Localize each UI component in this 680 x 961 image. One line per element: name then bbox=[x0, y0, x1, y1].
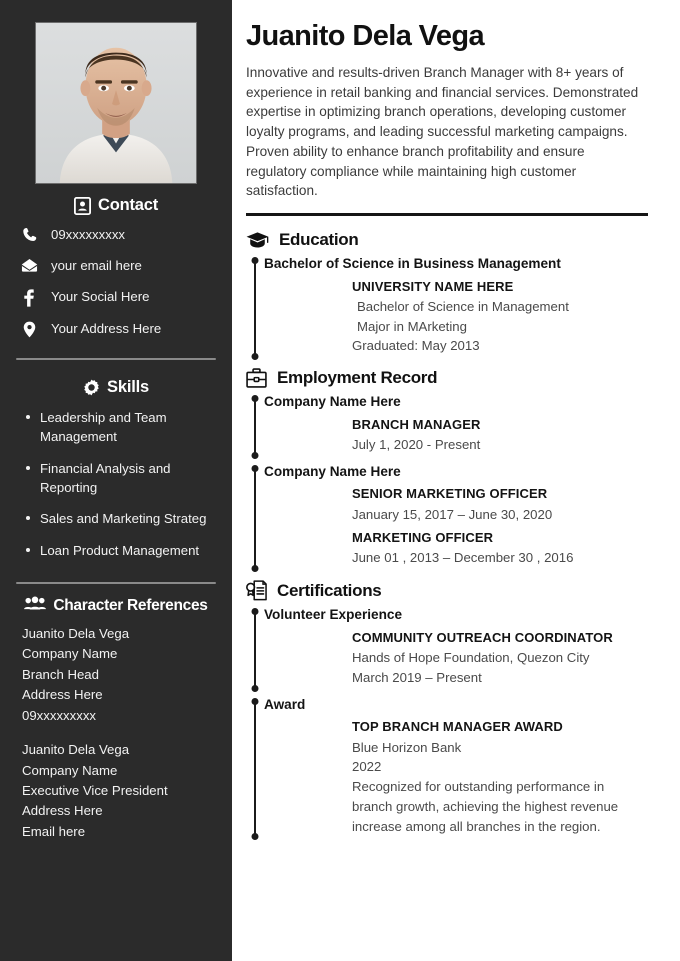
timeline-dot-top bbox=[252, 698, 259, 705]
employment-detail bbox=[264, 415, 648, 455]
phone-icon bbox=[20, 225, 38, 242]
graduation-cap-icon bbox=[246, 231, 269, 249]
award-detail bbox=[264, 717, 648, 836]
skill-item: Loan Product Management bbox=[24, 542, 214, 561]
timeline-rail bbox=[246, 463, 264, 575]
education-body bbox=[264, 255, 648, 362]
certification-line-1: Hands of Hope Foundation, Quezon City bbox=[352, 650, 590, 666]
reference-contact: Email here bbox=[22, 823, 86, 839]
reference-company: Company Name bbox=[22, 762, 118, 778]
page-title: Juanito Dela Vega bbox=[246, 20, 484, 52]
award-body bbox=[264, 696, 648, 843]
certificate-icon bbox=[246, 580, 267, 601]
certification-detail bbox=[264, 628, 648, 688]
timeline-line bbox=[254, 701, 256, 838]
skills-list bbox=[14, 407, 218, 573]
map-pin-icon bbox=[20, 319, 38, 338]
timeline-rail bbox=[246, 393, 264, 461]
header-rule bbox=[246, 213, 648, 216]
employment-body bbox=[264, 463, 648, 575]
timeline-dot-bottom bbox=[252, 685, 259, 692]
education-entry bbox=[246, 255, 648, 362]
award-description: Recognized for outstanding performance in branch growth, achieving the highest revenue increase among all branches in the region. bbox=[352, 779, 619, 834]
timeline-dot-bottom bbox=[252, 353, 259, 360]
certification-label: Volunteer Experience bbox=[264, 607, 403, 623]
section-heading-label: Employment Record bbox=[277, 368, 438, 388]
timeline-dot-bottom bbox=[252, 452, 259, 459]
reference-position: Executive Vice President bbox=[22, 783, 168, 798]
timeline-rail bbox=[246, 255, 264, 362]
reference-entry bbox=[14, 624, 218, 726]
award-entry bbox=[246, 696, 648, 843]
reference-address: Address Here bbox=[22, 803, 103, 819]
employment-role-dates: July 1, 2020 - Present bbox=[352, 436, 481, 452]
employment-company: Company Name Here bbox=[264, 394, 401, 410]
contact-phone-value: 09xxxxxxxxx bbox=[51, 227, 126, 242]
section-heading-certifications bbox=[246, 580, 648, 601]
education-degree: Bachelor of Science in Business Management bbox=[264, 255, 561, 271]
employment-company: Company Name Here bbox=[264, 463, 401, 479]
employment-entry bbox=[246, 393, 648, 461]
timeline-rail bbox=[246, 696, 264, 843]
timeline-rail bbox=[246, 606, 264, 693]
contact-item-address[interactable] bbox=[20, 319, 216, 338]
envelope-icon bbox=[20, 256, 38, 272]
contact-item-email[interactable] bbox=[20, 256, 216, 275]
award-organization: Blue Horizon Bank bbox=[352, 739, 462, 755]
contact-social-value: Your Social Here bbox=[51, 289, 150, 305]
certification-line-2: March 2019 – Present bbox=[352, 669, 482, 685]
reference-position: Branch Head bbox=[22, 666, 99, 682]
reference-address: Address Here bbox=[22, 687, 103, 703]
education-graduated: Graduated: May 2013 bbox=[352, 338, 480, 354]
employment-role-dates: January 15, 2017 – June 30, 2020 bbox=[352, 506, 553, 522]
contact-heading bbox=[14, 196, 218, 215]
skill-item: Leadership and Team Management bbox=[24, 409, 214, 446]
section-heading-education bbox=[246, 230, 648, 250]
certification-body bbox=[264, 606, 648, 693]
timeline-dot-bottom bbox=[252, 833, 259, 840]
timeline-dot-top bbox=[252, 465, 259, 472]
certification-title: COMMUNITY OUTREACH COORDINATOR bbox=[352, 629, 613, 645]
award-title: TOP BRANCH MANAGER AWARD bbox=[352, 719, 563, 735]
education-line-2: Major in MArketing bbox=[357, 318, 467, 334]
timeline-line bbox=[254, 611, 256, 688]
sidebar-divider-1 bbox=[16, 358, 216, 360]
sidebar bbox=[0, 0, 232, 961]
section-heading-employment bbox=[246, 368, 648, 388]
skill-item: Financial Analysis and Reporting bbox=[24, 460, 214, 497]
employment-role-dates: June 01 , 2013 – December 30 , 2016 bbox=[352, 550, 574, 566]
references-heading-label: Character References bbox=[53, 596, 208, 614]
contact-item-social[interactable] bbox=[20, 287, 216, 307]
skills-heading-label: Skills bbox=[107, 378, 149, 397]
facebook-icon bbox=[20, 287, 38, 307]
award-label: Award bbox=[264, 696, 306, 712]
employment-role-title: MARKETING OFFICER bbox=[352, 530, 494, 546]
section-heading-label: Education bbox=[279, 229, 359, 249]
references-heading bbox=[14, 596, 218, 616]
timeline-line bbox=[254, 468, 256, 570]
timeline-dot-top bbox=[252, 395, 259, 402]
education-detail bbox=[264, 277, 648, 357]
employment-body bbox=[264, 393, 648, 461]
contact-email-value: your email here bbox=[51, 258, 142, 274]
people-group-icon bbox=[24, 596, 46, 616]
section-heading-label: Certifications bbox=[277, 580, 382, 600]
timeline-dot-top bbox=[252, 257, 259, 264]
reference-entry bbox=[14, 740, 218, 842]
certification-entry bbox=[246, 606, 648, 693]
gear-icon bbox=[83, 379, 100, 396]
employment-role-title: SENIOR MARKETING OFFICER bbox=[352, 486, 548, 502]
contact-address-value: Your Address Here bbox=[51, 321, 162, 337]
reference-company: Company Name bbox=[22, 646, 118, 662]
profile-photo-wrap bbox=[14, 22, 218, 184]
education-university: UNIVERSITY NAME HERE bbox=[352, 278, 514, 294]
contact-card-icon bbox=[74, 197, 91, 215]
reference-contact: 09xxxxxxxxx bbox=[22, 707, 97, 723]
employment-role-title: BRANCH MANAGER bbox=[352, 416, 481, 432]
employment-entry bbox=[246, 463, 648, 575]
employment-detail bbox=[264, 484, 648, 568]
contact-heading-label: Contact bbox=[97, 196, 159, 214]
contact-list bbox=[14, 225, 218, 350]
timeline-line bbox=[254, 260, 256, 357]
profile-photo bbox=[35, 22, 197, 184]
sidebar-divider-2 bbox=[16, 582, 216, 584]
reference-name: Juanito Dela Vega bbox=[22, 625, 130, 641]
award-year: 2022 bbox=[352, 759, 382, 775]
timeline-dot-top bbox=[252, 608, 259, 615]
education-line-1: Bachelor of Science in Management bbox=[357, 298, 569, 314]
main-content bbox=[232, 0, 680, 961]
timeline-line bbox=[254, 398, 256, 456]
professional-summary: Innovative and results-driven Branch Manager with 8+ years of experience in retail banking and financial services. Demonstrated expertise in optimizing branch operations, developing customer loyalty programs, and leading successful marketing campaigns. Proven ability to enhance branch profitability and ensure regulatory compliance while maintaining high customer satisfaction. bbox=[246, 65, 639, 199]
contact-item-phone[interactable] bbox=[20, 225, 216, 244]
timeline-dot-bottom bbox=[252, 565, 259, 572]
skills-heading bbox=[14, 378, 218, 397]
skill-item: Sales and Marketing Strateg bbox=[24, 510, 214, 529]
reference-name: Juanito Dela Vega bbox=[22, 742, 130, 758]
briefcase-icon bbox=[246, 368, 267, 388]
